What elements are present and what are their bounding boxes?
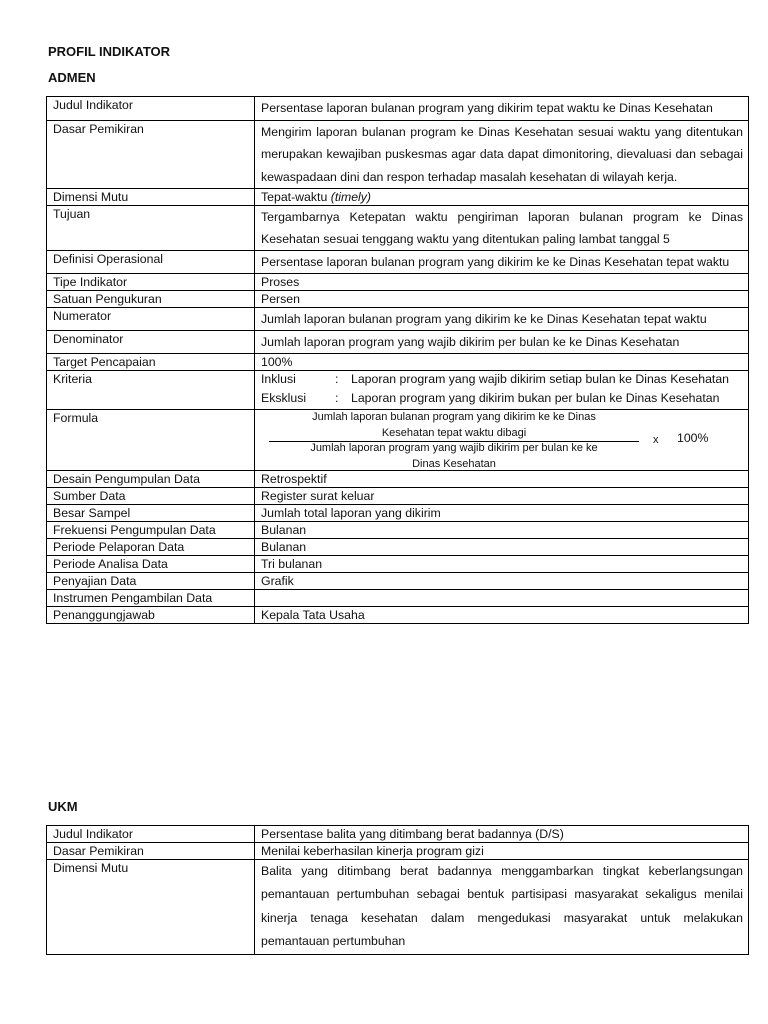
table-row xyxy=(47,291,749,308)
row-label: Dimensi Mutu xyxy=(47,860,255,955)
table-row xyxy=(47,539,749,556)
row-value: Persentase balita yang ditimbang berat badannya (D/S) xyxy=(255,826,749,843)
eksklusi-colon: : xyxy=(335,391,339,405)
page-title: PROFIL INDIKATOR xyxy=(48,44,171,59)
row-label: Penanggungjawab xyxy=(47,607,255,624)
row-label: Numerator xyxy=(47,308,255,331)
row-label: Formula xyxy=(47,410,255,471)
row-value: Persen xyxy=(255,291,749,308)
row-value: 100% xyxy=(255,354,749,371)
table-row xyxy=(47,371,749,410)
row-value: Bulanan xyxy=(255,522,749,539)
row-value: Menilai keberhasilan kinerja program gizi xyxy=(255,843,749,860)
dimensi-value: Tepat-waktu xyxy=(261,190,331,204)
table-row xyxy=(47,860,749,955)
inklusi-key: Inklusi xyxy=(261,372,296,386)
inklusi-colon: : xyxy=(335,372,339,386)
row-value: Jumlah laporan bulanan program yang dikirim ke ke Dinas Kesehatan tepat waktu xyxy=(255,308,749,331)
row-value: Tergambarnya Ketepatan waktu pengiriman laporan bulanan program ke Dinas Kesehatan sesuai tenggang waktu yang ditentukan paling lambat tanggal 5 xyxy=(255,206,749,251)
section-label-ukm: UKM xyxy=(48,799,78,814)
row-label: Satuan Pengukuran xyxy=(47,291,255,308)
row-value: Kepala Tata Usaha xyxy=(255,607,749,624)
admen-profile-table xyxy=(46,96,749,624)
inklusi-value: Laporan program yang wajib dikirim setiap bulan ke Dinas Kesehatan xyxy=(351,372,730,386)
table-row xyxy=(47,274,749,291)
row-label: Denominator xyxy=(47,331,255,354)
table-row xyxy=(47,471,749,488)
table-row xyxy=(47,120,749,189)
row-label: Periode Analisa Data xyxy=(47,556,255,573)
row-value: Grafik xyxy=(255,573,749,590)
table-row xyxy=(47,505,749,522)
row-value xyxy=(255,371,749,410)
table-row xyxy=(47,410,749,471)
row-label: Sumber Data xyxy=(47,488,255,505)
row-value xyxy=(255,590,749,607)
row-label: Dasar Pemikiran xyxy=(47,120,255,189)
row-value: Jumlah total laporan yang dikirim xyxy=(255,505,749,522)
row-value: Jumlah laporan program yang wajib dikirim per bulan ke ke Dinas Kesehatan xyxy=(255,331,749,354)
table-row xyxy=(47,308,749,331)
row-value: Mengirim laporan bulanan program ke Dinas Kesehatan sesuai waktu yang ditentukan merupakan kewajiban puskesmas agar data dapat dimonitoring, dievaluasi dan sebagai kewaspadaan dini dan respon terhadap masalah kesehatan di wilayah kerja. xyxy=(255,120,749,189)
table-row xyxy=(47,826,749,843)
table-row xyxy=(47,488,749,505)
eksklusi-key: Eksklusi xyxy=(261,391,307,405)
section-label-admen: ADMEN xyxy=(48,70,96,85)
row-label: Penyajian Data xyxy=(47,573,255,590)
row-value: Persentase laporan bulanan program yang dikirim tepat waktu ke Dinas Kesehatan xyxy=(255,97,749,121)
row-label: Target Pencapaian xyxy=(47,354,255,371)
row-value xyxy=(255,189,749,206)
table-row xyxy=(47,206,749,251)
table-row xyxy=(47,251,749,274)
kriteria-grid xyxy=(261,371,743,409)
table-row xyxy=(47,189,749,206)
row-label: Dimensi Mutu xyxy=(47,189,255,206)
row-label: Judul Indikator xyxy=(47,826,255,843)
row-value: Persentase laporan bulanan program yang dikirim ke ke Dinas Kesehatan tepat waktu xyxy=(255,251,749,274)
formula-denominator xyxy=(269,442,639,471)
row-label: Tipe Indikator xyxy=(47,274,255,291)
row-value: Register surat keluar xyxy=(255,488,749,505)
row-value: Bulanan xyxy=(255,539,749,556)
ukm-profile-table xyxy=(46,825,749,955)
row-label: Dasar Pemikiran xyxy=(47,843,255,860)
table-row xyxy=(47,556,749,573)
table-row xyxy=(47,331,749,354)
row-value: Proses xyxy=(255,274,749,291)
row-value: Tri bulanan xyxy=(255,556,749,573)
table-row xyxy=(47,607,749,624)
row-label: Kriteria xyxy=(47,371,255,410)
row-label: Definisi Operasional xyxy=(47,251,255,274)
table-row xyxy=(47,522,749,539)
row-label: Tujuan xyxy=(47,206,255,251)
formula-numerator xyxy=(269,411,639,440)
formula-percent: 100% xyxy=(677,431,709,445)
row-value: Retrospektif xyxy=(255,471,749,488)
row-label: Judul Indikator xyxy=(47,97,255,121)
table-row xyxy=(47,590,749,607)
formula-denominator-line: Dinas Kesehatan xyxy=(412,458,496,470)
formula-times: x xyxy=(653,434,659,446)
eksklusi-value: Laporan program yang dikirim bukan per bulan ke Dinas Kesehatan xyxy=(351,391,720,405)
formula-numerator-line: Kesehatan tepat waktu dibagi xyxy=(381,427,527,439)
row-label: Instrumen Pengambilan Data xyxy=(47,590,255,607)
row-label: Desain Pengumpulan Data xyxy=(47,471,255,488)
table-row xyxy=(47,843,749,860)
formula-numerator-line: Jumlah laporan bulanan program yang dikirim ke ke Dinas xyxy=(312,411,596,423)
row-label: Besar Sampel xyxy=(47,505,255,522)
row-value: Balita yang ditimbang berat badannya menggambarkan tingkat keberlangsungan pemantauan pertumbuhan sebagai bentuk partisipasi masyarakat sekaligus menilai kinerja tenaga kesehatan dalam mengedukasi masyarakat untuk melakukan pemantauan pertumbuhan xyxy=(255,860,749,955)
formula-denominator-line: Jumlah laporan program yang wajib dikirim per bulan ke ke xyxy=(310,442,598,454)
dimensi-value-italic: (timely) xyxy=(330,190,372,204)
formula-block xyxy=(261,410,743,470)
row-value xyxy=(255,410,749,471)
table-row xyxy=(47,573,749,590)
table-row xyxy=(47,97,749,121)
row-label: Periode Pelaporan Data xyxy=(47,539,255,556)
row-label: Frekuensi Pengumpulan Data xyxy=(47,522,255,539)
